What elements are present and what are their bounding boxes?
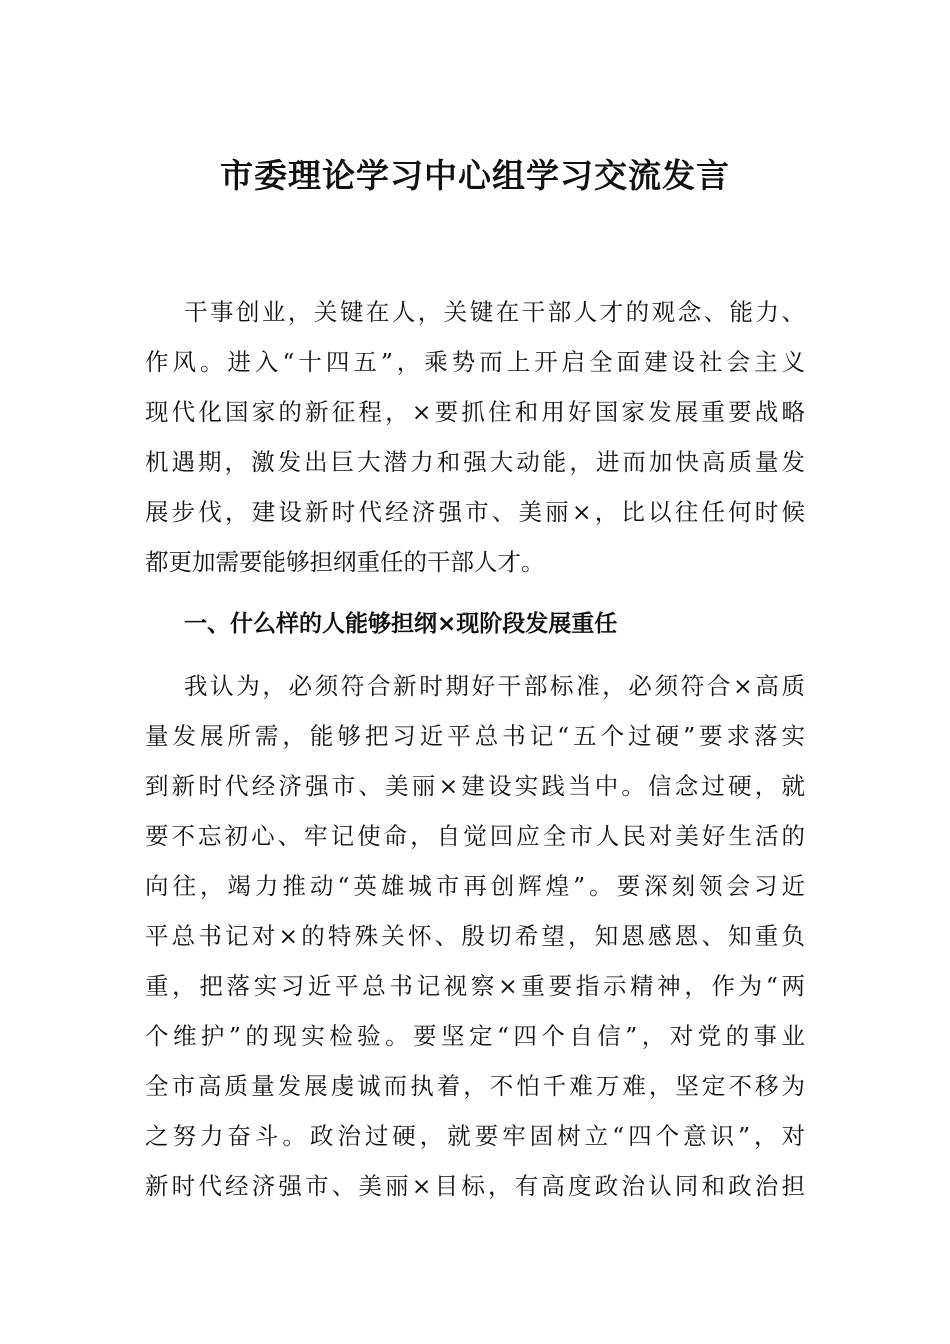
paragraph-line: 机遇期，激发出巨大潜力和强大动能，进而加快高质量发 (145, 448, 805, 476)
document-title: 市委理论学习中心组学习交流发言 (220, 156, 730, 195)
paragraph-line: 平总书记对×的特殊关怀、殷切希望，知恩感恩、知重负 (145, 922, 805, 950)
paragraph-line: 都更加需要能够担纲重任的干部人才。 (145, 548, 545, 576)
paragraph-line: 重，把落实习近平总书记视察×重要指示精神，作为“两 (145, 972, 805, 1000)
paragraph-line: 之努力奋斗。政治过硬，就要牢固树立“四个意识”，对 (145, 1122, 805, 1150)
paragraph-line: 全市高质量发展虔诚而执着，不怕千难万难，坚定不移为 (145, 1072, 805, 1100)
paragraph-line: 到新时代经济强市、美丽×建设实践当中。信念过硬，就 (145, 772, 805, 800)
paragraph-line: 要不忘初心、牢记使命，自觉回应全市人民对美好生活的 (145, 822, 805, 850)
paragraph-line: 现代化国家的新征程，×要抓住和用好国家发展重要战略 (145, 398, 805, 426)
paragraph-line: 作风。进入“十四五”，乘势而上开启全面建设社会主义 (145, 348, 805, 376)
paragraph-line: 个维护”的现实检验。要坚定“四个自信”，对党的事业 (145, 1022, 805, 1050)
paragraph-line: 新时代经济强市、美丽×目标，有高度政治认同和政治担 (145, 1172, 805, 1200)
paragraph-line: 向往，竭力推动“英雄城市再创辉煌”。要深刻领会习近 (145, 872, 805, 900)
section-heading: 一、什么样的人能够担纲×现阶段发展重任 (184, 611, 618, 637)
paragraph-line: 我认为，必须符合新时期好干部标准，必须符合×高质 (184, 672, 805, 700)
paragraph-line: 展步伐，建设新时代经济强市、美丽×，比以往任何时候 (145, 498, 805, 526)
paragraph-line: 干事创业，关键在人，关键在干部人才的观念、能力、 (184, 298, 805, 326)
paragraph-line: 量发展所需，能够把习近平总书记“五个过硬”要求落实 (145, 722, 805, 750)
